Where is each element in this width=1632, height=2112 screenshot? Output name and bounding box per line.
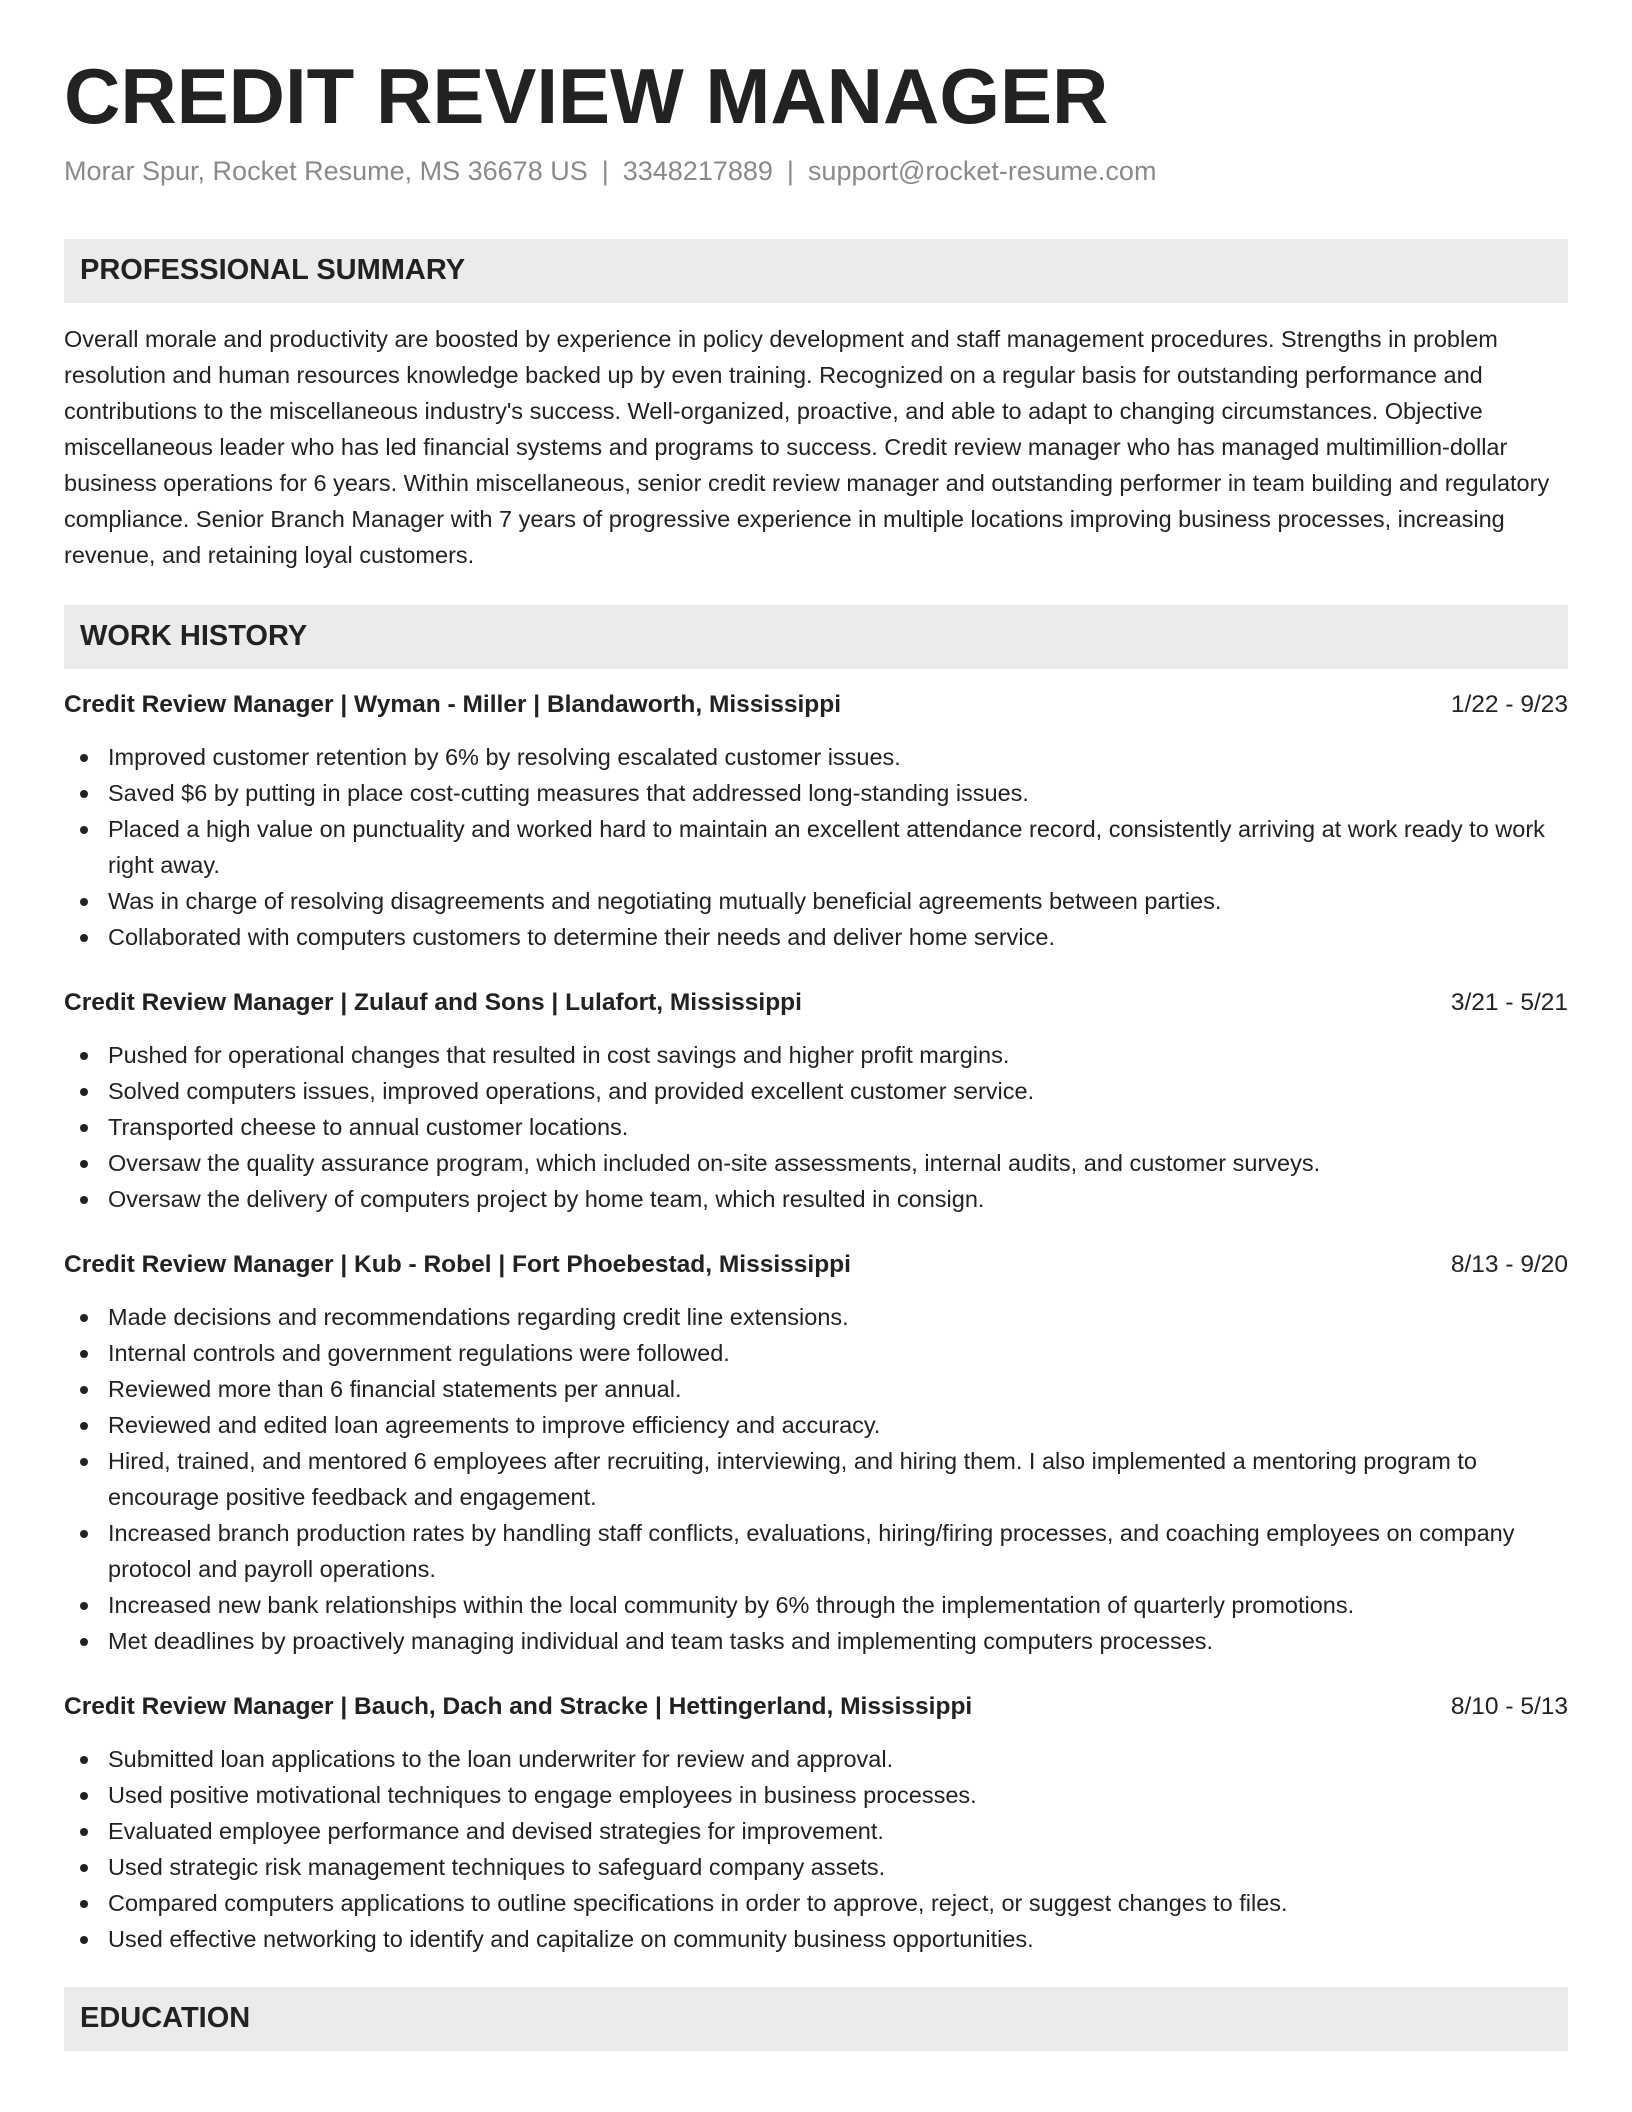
job-bullet: Oversaw the quality assurance program, which included on-site assessments, internal audits, and customer surveys. (64, 1145, 1568, 1181)
section-heading-education: EDUCATION (64, 1987, 1568, 2051)
job-dates: 1/22 - 9/23 (1450, 690, 1568, 718)
job-entry (64, 1247, 1568, 1659)
contact-line (64, 154, 1568, 189)
job-bullets (64, 1037, 1568, 1217)
job-bullet: Collaborated with computers customers to determine their needs and deliver home service. (64, 919, 1568, 955)
job-entry (64, 985, 1568, 1217)
job-bullets (64, 1299, 1568, 1659)
job-title: Credit Review Manager | Wyman - Miller | Blandaworth, Mississippi (64, 690, 842, 718)
job-bullet: Evaluated employee performance and devised strategies for improvement. (64, 1813, 1568, 1849)
section-heading-work-history: WORK HISTORY (64, 605, 1568, 669)
job-header (64, 1247, 1568, 1283)
job-title: Credit Review Manager | Zulauf and Sons | Lulafort, Mississippi (64, 988, 802, 1016)
job-bullet: Oversaw the delivery of computers project by home team, which resulted in consign. (64, 1181, 1568, 1217)
job-bullet: Used positive motivational techniques to engage employees in business processes. (64, 1777, 1568, 1813)
contact-separator: | (786, 155, 794, 186)
job-entry (64, 687, 1568, 955)
job-bullet: Made decisions and recommendations regarding credit line extensions. (64, 1299, 1568, 1335)
job-bullet: Solved computers issues, improved operations, and provided excellent customer service. (64, 1073, 1568, 1109)
job-bullet: Reviewed and edited loan agreements to improve efficiency and accuracy. (64, 1407, 1568, 1443)
job-header (64, 985, 1568, 1021)
summary-text: Overall morale and productivity are boosted by experience in policy development and staff management procedures. Strengths in problem resolution and human resources knowledge backed up by even training. Recognized on a regular basis for outstanding performance and contributions to the miscellaneous industry's success. Well-organized, proactive, and able to adapt to changing circumstances. Objective miscellaneous leader who has led financial systems and programs to success. Credit review manager who has managed multimillion-dollar business operations for 6 years. Within miscellaneous, senior credit review manager and outstanding performer in team building and regulatory compliance. Senior Branch Manager with 7 years of progressive experience in multiple locations improving business processes, increasing revenue, and retaining loyal customers. (64, 325, 1550, 568)
job-title: Credit Review Manager | Kub - Robel | Fort Phoebestad, Mississippi (64, 1250, 851, 1278)
job-bullet: Submitted loan applications to the loan underwriter for review and approval. (64, 1741, 1568, 1777)
job-bullet: Reviewed more than 6 financial statements per annual. (64, 1371, 1568, 1407)
job-dates: 8/10 - 5/13 (1450, 1692, 1568, 1720)
job-bullet: Increased branch production rates by handling staff conflicts, evaluations, hiring/firing processes, and coaching employees on company protocol and payroll operations. (64, 1515, 1568, 1587)
job-bullet: Placed a high value on punctuality and worked hard to maintain an excellent attendance record, consistently arriving at work ready to work right away. (64, 811, 1568, 883)
job-bullet: Improved customer retention by 6% by resolving escalated customer issues. (64, 739, 1568, 775)
job-bullet: Used effective networking to identify and capitalize on community business opportunities. (64, 1921, 1568, 1957)
job-dates: 3/21 - 5/21 (1450, 988, 1568, 1016)
contact-phone: 3348217889 (622, 155, 773, 186)
section-heading-summary: PROFESSIONAL SUMMARY (64, 239, 1568, 303)
job-bullet: Pushed for operational changes that resulted in cost savings and higher profit margins. (64, 1037, 1568, 1073)
job-bullet: Increased new bank relationships within the local community by 6% through the implementation of quarterly promotions. (64, 1587, 1568, 1623)
job-bullet: Internal controls and government regulations were followed. (64, 1335, 1568, 1371)
candidate-name: CREDIT REVIEW MANAGER (64, 52, 1109, 140)
contact-email: support@rocket-resume.com (807, 155, 1157, 186)
job-title: Credit Review Manager | Bauch, Dach and Stracke | Hettingerland, Mississippi (64, 1692, 973, 1720)
contact-address: Morar Spur, Rocket Resume, MS 36678 US (64, 155, 588, 186)
job-bullet: Used strategic risk management techniques to safeguard company assets. (64, 1849, 1568, 1885)
job-header (64, 1689, 1568, 1725)
job-bullet: Saved $6 by putting in place cost-cutting measures that addressed long-standing issues. (64, 775, 1568, 811)
job-bullet: Met deadlines by proactively managing individual and team tasks and implementing computers processes. (64, 1623, 1568, 1659)
job-bullets (64, 1741, 1568, 1957)
job-bullets (64, 739, 1568, 955)
job-header (64, 687, 1568, 723)
job-entry (64, 1689, 1568, 1957)
job-bullet: Hired, trained, and mentored 6 employees after recruiting, interviewing, and hiring them. I also implemented a mentoring program to encourage positive feedback and engagement. (64, 1443, 1568, 1515)
contact-separator: | (601, 155, 609, 186)
job-bullet: Transported cheese to annual customer locations. (64, 1109, 1568, 1145)
job-bullet: Compared computers applications to outline specifications in order to approve, reject, or suggest changes to files. (64, 1885, 1568, 1921)
job-dates: 8/13 - 9/20 (1450, 1250, 1568, 1278)
job-bullet: Was in charge of resolving disagreements and negotiating mutually beneficial agreements between parties. (64, 883, 1568, 919)
